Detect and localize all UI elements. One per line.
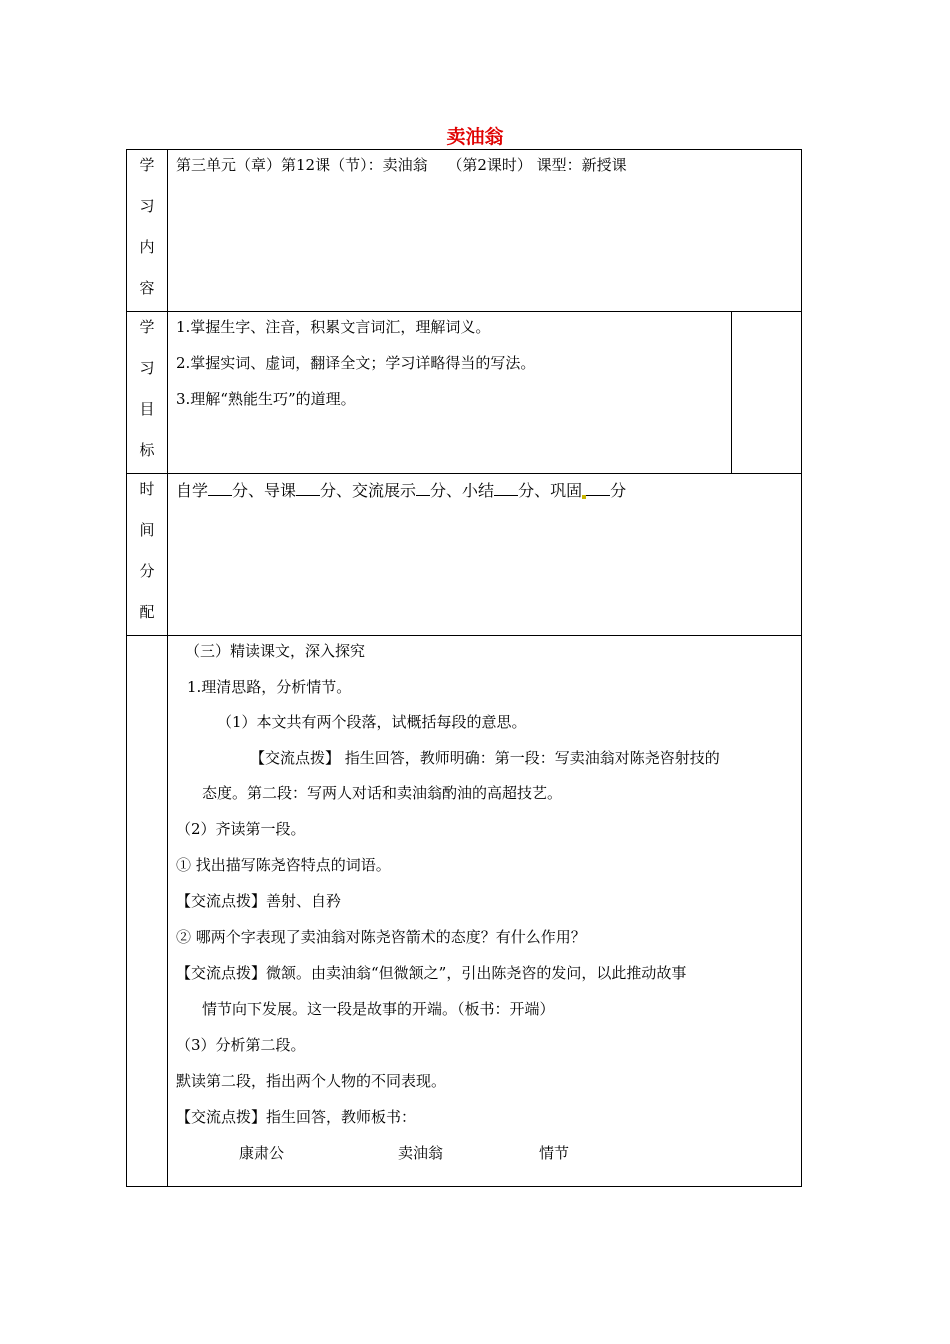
label-char: 分 [139,562,155,580]
sub-question-1: ① 找出描写陈尧咨特点的词语。 [176,856,391,874]
row-study-goals [127,312,801,474]
label-char: 内 [139,238,155,256]
question-2: （2）齐读第一段。 [176,820,306,838]
blank-consolidate [586,480,610,496]
question-1: （1）本文共有两个段落，试概括每段的意思。 [217,713,527,731]
answer-4: 【交流点拨】指生回答，教师板书： [176,1108,417,1126]
answer-1-line2: 态度。第二段：写两人对话和卖油翁酌油的高超技艺。 [202,784,563,802]
lesson-plan-table [126,149,802,1187]
blank-exchange [416,480,430,496]
label-char: 习 [139,197,155,215]
row-study-content [127,150,801,312]
answer-2: 【交流点拨】善射、自矜 [176,892,342,910]
answer-3-line1: 【交流点拨】微颔。由卖油翁“但微颔之”，引出陈尧咨的发问，以此推动故事 [176,964,687,982]
step-heading: 1.理清思路，分析情节。 [187,678,352,696]
answer-3-line2: 情节向下发展。这一段是故事的开端。（板书：开端） [202,1000,555,1018]
answer-1-line1: 【交流点拨】 指生回答，教师明确：第一段：写卖油翁对陈尧咨射技的 [250,749,720,767]
blank-lead-in [296,480,320,496]
question-3: （3）分析第二段。 [176,1036,306,1054]
time-lead-in: 分、导课 [232,481,297,500]
row-label-time-allocation [127,474,168,635]
time-consolidate: 分、巩固 [518,481,583,500]
goals-side-cell [731,312,801,473]
blank-summary [494,480,518,496]
time-self-study: 自学 [176,481,209,500]
label-char: 容 [139,279,155,297]
goal-item-1: 1.掌握生字、注音，积累文言词汇，理解词义。 [176,318,491,336]
goal-item-2: 2.掌握实词、虚词，翻译全文；学习详略得当的写法。 [176,354,536,372]
time-exchange: 分、交流展示 [320,481,417,500]
row-teaching-process [127,636,801,1186]
goal-item-3: 3.理解“熟能生巧”的道理。 [176,390,356,408]
row-label-empty [127,636,168,1186]
label-char: 标 [139,441,155,459]
sub-question-2: ② 哪两个字表现了卖油翁对陈尧咨箭术的态度？有什么作用？ [176,928,586,946]
board-col-plot: 情节 [539,1144,570,1162]
label-char: 习 [139,359,155,377]
blank-self-study [208,480,232,496]
board-col-kangsugong: 康肃公 [239,1144,285,1162]
row-time-allocation [127,474,801,636]
label-char: 目 [139,400,155,418]
section-heading: （三）精读课文，深入探究 [185,642,366,660]
time-summary: 分、小结 [430,481,495,500]
board-col-maiyouweng: 卖油翁 [398,1144,444,1162]
label-char: 间 [139,521,155,539]
row-label-study-goals [127,312,168,473]
time-allocation-text [176,478,626,501]
label-char: 时 [139,480,155,498]
row-label-study-content [127,150,168,311]
page-title: 卖油翁 [446,126,504,148]
time-unit: 分 [610,481,627,500]
label-char: 学 [139,156,155,174]
label-char: 配 [139,603,155,621]
label-char: 学 [139,318,155,336]
lesson-info: 第三单元（章）第12课（节）：卖油翁 （第2课时） 课型：新授课 [176,156,627,174]
instruction: 默读第二段，指出两个人物的不同表现。 [176,1072,447,1090]
